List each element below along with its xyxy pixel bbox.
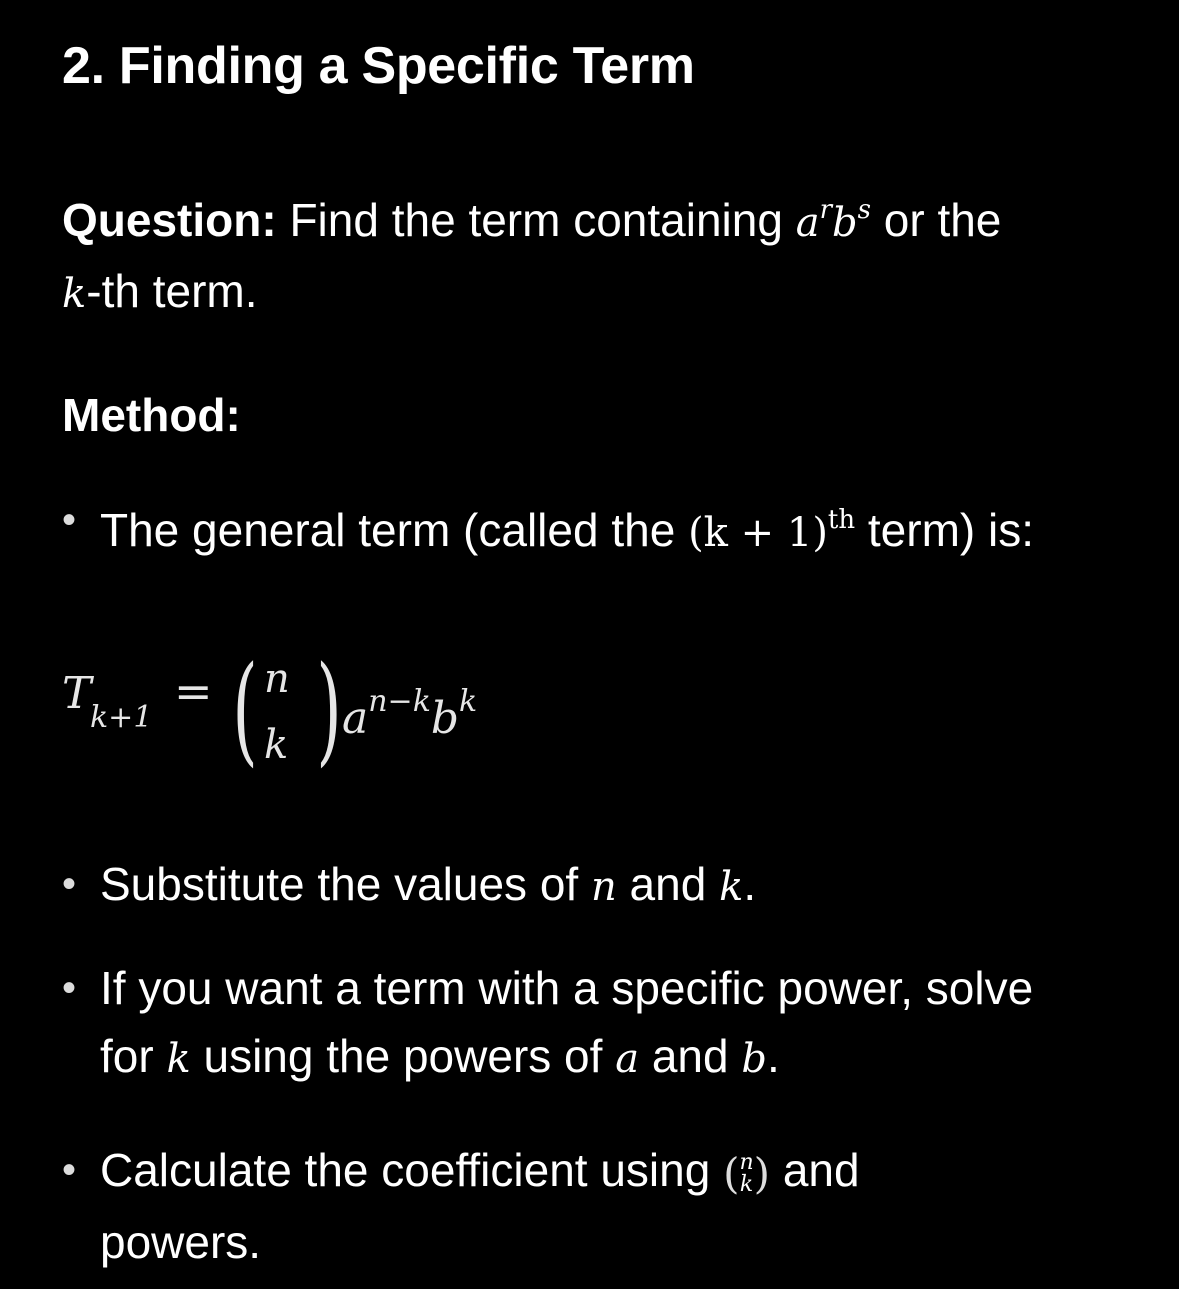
method-heading: Method: — [62, 389, 241, 441]
formula-powers: $a^{n-k}b^k$ — [342, 684, 478, 744]
math-a: a — [615, 1036, 640, 1082]
bullet-text-before: Calculate the coefficient using — [100, 1144, 711, 1196]
general-term-formula — [62, 640, 762, 780]
formula-equals: = — [174, 664, 213, 718]
binomial-bottom: k — [264, 722, 289, 768]
binomial-top: n — [264, 656, 290, 702]
bullet-text-after: . — [743, 858, 757, 910]
bullet-dot: • — [62, 1148, 77, 1192]
list-item — [62, 486, 1122, 567]
bullet-text-before: Substitute the values of — [100, 858, 579, 910]
binomial-left-paren: ( — [232, 640, 258, 778]
bullet-text-after: and powers. — [100, 1144, 860, 1268]
math-k-plus-1: $(k + 1)^{th}$ — [688, 505, 856, 556]
math-k: k — [62, 271, 87, 317]
bullet-text-mid: and — [629, 858, 707, 910]
list-item — [62, 850, 1122, 921]
math-k: k — [719, 864, 744, 910]
list-item — [62, 1136, 1122, 1276]
inline-binomial-top: n — [739, 1149, 754, 1175]
formula-T: T — [62, 668, 92, 719]
math-n: n — [590, 864, 617, 910]
question-text-after: -th term. — [86, 265, 258, 317]
binomial-right-paren: ) — [316, 640, 342, 778]
list-item — [62, 954, 1122, 1093]
bullet-text-before: The general term (called the — [100, 504, 676, 556]
bullet-text-after: term) is: — [867, 504, 1035, 556]
question-paragraph — [62, 176, 1122, 328]
bullet-dot: • — [62, 498, 77, 542]
section-title: 2. Finding a Specific Term — [62, 37, 695, 95]
math-b: b — [741, 1036, 767, 1082]
math-a-r-b-s: $a^rb^s$ — [795, 195, 871, 246]
question-label: Question: — [62, 194, 277, 246]
bullet-text-mid: using the powers of — [203, 1030, 603, 1082]
formula-T-subscript: k+1 — [90, 700, 153, 735]
inline-binomial-bottom: k — [739, 1171, 754, 1197]
bullet-text-after: . — [766, 1030, 780, 1082]
math-k: k — [166, 1036, 191, 1082]
inline-binomial: ( n k ) — [723, 1148, 771, 1198]
question-text-mid: or the — [883, 194, 1002, 246]
bullet-dot: • — [62, 862, 77, 906]
bullet-dot: • — [62, 966, 77, 1010]
question-text-before: Find the term containing — [289, 194, 783, 246]
bullet-text-mid2: and — [651, 1030, 729, 1082]
bullet-text-before: If you want a term with a specific power, solve for — [100, 962, 1034, 1082]
